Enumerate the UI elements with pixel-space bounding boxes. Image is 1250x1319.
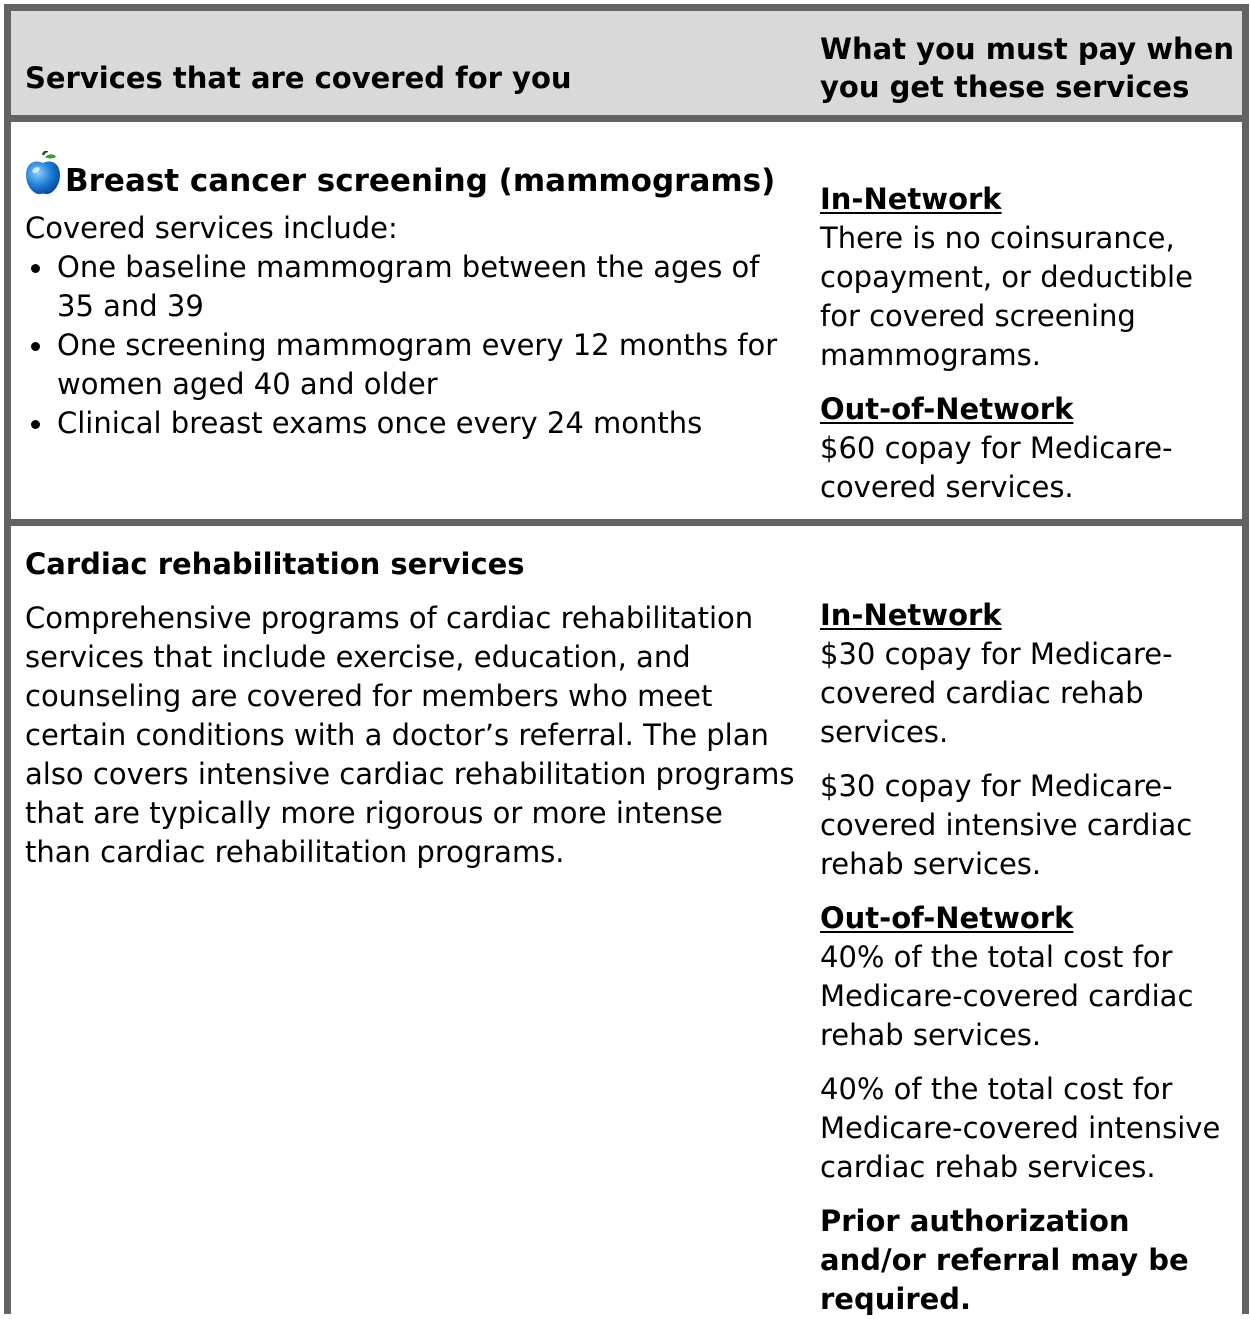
row-cardiac-payment (820, 596, 1240, 1319)
in-network-text: There is no coinsurance, copayment, or deductible for covered screening mammograms. (820, 221, 1193, 372)
in-network-label: In-Network (820, 182, 1002, 216)
row-title-text: Breast cancer screening (mammograms) (65, 163, 776, 199)
out-of-network-label: Out-of-Network (820, 392, 1074, 426)
covered-list (25, 248, 795, 443)
row-breast-cancer-payment (820, 180, 1240, 507)
out-of-network-text: 40% of the total cost for Medicare-covered intensive cardiac rehab services. (820, 1072, 1221, 1184)
row-title: Cardiac rehabilitation services (25, 547, 525, 581)
row-divider (11, 519, 1242, 526)
apple-icon (25, 151, 61, 205)
out-of-network-text: $60 copay for Medicare-covered services. (820, 431, 1173, 504)
covered-intro: Covered services include: (25, 211, 398, 245)
row-breast-cancer-services (25, 151, 795, 443)
in-network-label: In-Network (820, 598, 1002, 632)
header-payment: What you must pay when you get these services (820, 32, 1235, 104)
table-header (11, 11, 1242, 122)
cardiac-description: Comprehensive programs of cardiac rehabilitation services that include exercise, education, and counseling are covered for members who meet certain conditions with a doctor’s referral. The plan also covers intensive cardiac rehabilitation programs that are typically more rigorous or more intense than cardiac rehabilitation programs. (25, 601, 795, 869)
out-of-network-label: Out-of-Network (820, 901, 1074, 935)
row-cardiac-services (25, 544, 795, 872)
out-of-network-text: 40% of the total cost for Medicare-covered cardiac rehab services. (820, 940, 1194, 1052)
in-network-text: $30 copay for Medicare-covered cardiac rehab services. (820, 637, 1173, 749)
prior-authorization-note: Prior authorization and/or referral may be required. (820, 1204, 1189, 1316)
list-item: One screening mammogram every 12 months for women aged 40 and older (57, 326, 795, 404)
row-title (25, 151, 795, 205)
benefits-table (4, 4, 1249, 1314)
in-network-text: $30 copay for Medicare-covered intensive cardiac rehab services. (820, 769, 1193, 881)
list-item: One baseline mammogram between the ages of 35 and 39 (57, 248, 795, 326)
list-item: Clinical breast exams once every 24 months (57, 404, 795, 443)
header-services: Services that are covered for you (25, 61, 572, 95)
